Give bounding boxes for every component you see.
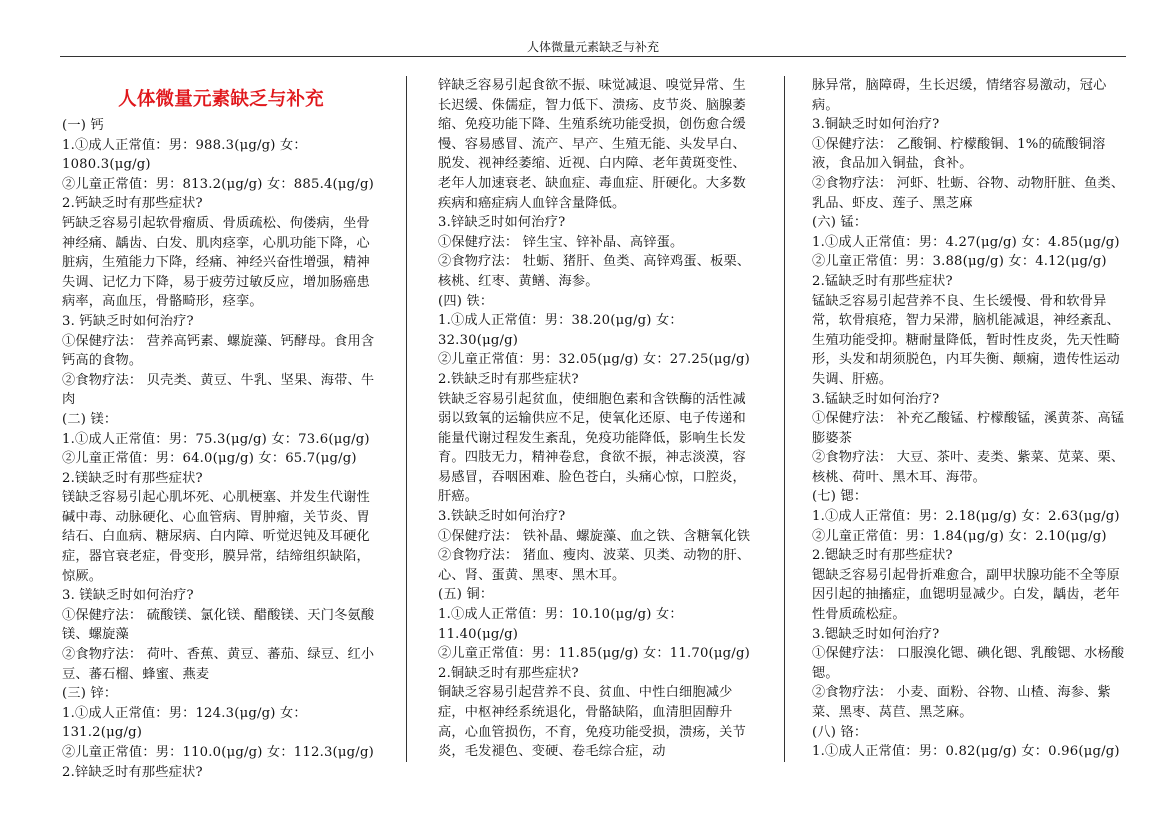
text-line: ①保健疗法： 乙酸铜、柠檬酸铜、1%的硫酸铜溶液，食品加入铜盐，食补。 xyxy=(812,136,1106,172)
text-line: 1.①成人正常值：男：2.18(μg/g) 女：2.63(μg/g) xyxy=(812,509,1120,525)
text-line: 2.铜缺乏时有那些症状? xyxy=(438,665,579,681)
text-line: 1.①成人正常值：男：75.3(μg/g) 女：73.6(μg/g) xyxy=(62,431,370,447)
column-divider xyxy=(406,76,407,762)
text-line: ②儿童正常值：男：32.05(μg/g) 女：27.25(μg/g) xyxy=(438,352,750,368)
page-header: 人体微量元素缺乏与补充 xyxy=(60,38,1126,57)
document-title: 人体微量元素缺乏与补充 xyxy=(118,89,324,110)
text-line: ②儿童正常值：男：1.84(μg/g) 女：2.10(μg/g) xyxy=(812,528,1107,544)
text-line: 3.锌缺乏时如何治疗? xyxy=(438,215,566,231)
text-line: ②儿童正常值：男：64.0(μg/g) 女：65.7(μg/g) xyxy=(62,451,357,467)
text-line: 1.①成人正常值：男：988.3(μg/g) 女：1080.3(μg/g) xyxy=(62,137,307,173)
column-divider xyxy=(784,76,785,762)
text-line: 3.锰缺乏时如何治疗? xyxy=(812,391,940,407)
column-1 xyxy=(62,88,380,778)
text-line: ①保健疗法： 铁补晶、螺旋藻、血之铁、含糖氧化铁 xyxy=(438,528,751,544)
text-line: 镁缺乏容易引起心肌坏死、心肌梗塞、并发生代谢性碱中毒、动脉硬化、心血管病、胃肿瘤，关节炎、胃结石、白血病、糖尿病、白内障、听觉迟钝及耳硬化症，器官衰老症，骨变形，膜异常，结缔组织缺陷，惊厥。 xyxy=(62,490,370,584)
text-line: 1.①成人正常值：男：124.3(μg/g) 女：131.2(μg/g) xyxy=(62,705,307,741)
text-line: 2.钙缺乏时有那些症状? xyxy=(62,196,203,212)
text-line: ①保健疗法： 锌生宝、锌补晶、高锌蛋。 xyxy=(438,234,684,250)
text-line: (二) 镁： xyxy=(62,411,118,427)
text-line: ②食物疗法： 牡蛎、猪肝、鱼类、高锌鸡蛋、板栗、核桃、红枣、黄鳝、海参。 xyxy=(438,254,751,289)
text-line: 3.锶缺乏时如何治疗? xyxy=(812,626,940,642)
text-line: 锰缺乏容易引起营养不良、生长缓慢、骨和软骨异常，软骨痕疮，智力呆滞，脑机能减退，神经紊乱、生殖功能受抑。糖耐量降低，暂时性皮炎，先天性畸形，头发和胡须脱色，内耳失衡、颠痫，遗传性运动失调、肝癌。 xyxy=(812,293,1120,387)
text-line: 2.铁缺乏时有那些症状? xyxy=(438,371,579,387)
text-line: 3. 镁缺乏时如何治疗? xyxy=(62,588,194,604)
text-line: ②儿童正常值：男：3.88(μg/g) 女：4.12(μg/g) xyxy=(812,254,1107,270)
text-line: ①保健疗法： 补充乙酸锰、柠檬酸锰，溪黄茶、高锰膨婆茶 xyxy=(812,411,1125,446)
text-line: ②食物疗法： 小麦、面粉、谷物、山楂、海参、紫菜、黑枣、莴苣、黑芝麻。 xyxy=(812,685,1111,720)
text-line: ①保健疗法： 硫酸镁、氯化镁、醋酸镁、天门冬氨酸镁、螺旋藻 xyxy=(62,607,375,643)
text-line: 2.锶缺乏时有那些症状? xyxy=(812,548,953,564)
text-line: 1.①成人正常值：男：10.10(μg/g) 女：11.40(μg/g) xyxy=(438,607,683,642)
text-line: ②儿童正常值：男：11.85(μg/g) 女：11.70(μg/g) xyxy=(438,646,750,662)
text-line: 钙缺乏容易引起软骨瘤质、骨质疏松、佝偻病，坐骨神经痛、龋齿、白发、肌肉痉挛，心肌功能下降，心脏病，生殖能力下降，经痛、神经兴奋性增强，精神失调、记忆力下降，易于疲劳过敏反应，增加肠癌患病率，高血压，骨骼畸形，痉挛。 xyxy=(62,215,370,310)
text-line: 2.锰缺乏时有那些症状? xyxy=(812,273,953,289)
text-line: ②食物疗法： 大豆、茶叶、麦类、紫菜、苋菜、栗、核桃、荷叶、黑木耳、海带。 xyxy=(812,450,1125,485)
text-line: 脉异常，脑障碍，生长迟缓，情绪容易激动，冠心病。 xyxy=(812,78,1107,113)
text-line: ②食物疗法： 猪血、瘦肉、波菜、贝类、动物的肝、心、肾、蛋黄、黑枣、黑木耳。 xyxy=(438,548,751,583)
text-line: (七) 锶： xyxy=(812,489,868,505)
column-3 xyxy=(812,76,1130,766)
text-line: 3.铁缺乏时如何治疗? xyxy=(438,509,566,525)
text-line: (一) 钙 xyxy=(62,118,104,133)
text-line: 1.①成人正常值：男：0.82(μg/g) 女：0.96(μg/g) xyxy=(812,744,1120,760)
text-line: (三) 锌： xyxy=(62,686,118,702)
text-line: 2.锌缺乏时有那些症状? xyxy=(62,764,203,780)
text-line: ②食物疗法： 河虾、牡蛎、谷物、动物肝脏、鱼类、乳品、虾皮、莲子、黑芝麻 xyxy=(812,175,1125,211)
text-line: ②儿童正常值：男：110.0(μg/g) 女：112.3(μg/g) xyxy=(62,745,374,760)
text-line: (六) 锰： xyxy=(812,215,868,231)
text-line: ②食物疗法： 荷叶、香蕉、黄豆、蕃茄、绿豆、红小豆、蕃石榴、蜂蜜、燕麦 xyxy=(62,647,375,682)
text-line: 2.镁缺乏时有那些症状? xyxy=(62,470,203,486)
text-line: (四) 铁： xyxy=(438,293,494,309)
text-line: 锶缺乏容易引起骨折难愈合，副甲状腺功能不全等原因引起的抽搐症，血锶明显减少。白发，龋齿，老年性骨质疏松症。 xyxy=(812,567,1120,623)
text-line: 1.①成人正常值：男：38.20(μg/g) 女：32.30(μg/g) xyxy=(438,313,683,348)
column-2 xyxy=(438,76,758,766)
text-line: ②食物疗法： 贝壳类、黄豆、牛乳、坚果、海带、牛肉 xyxy=(62,372,375,408)
text-line: (八) 铬： xyxy=(812,724,868,740)
text-line: ①保健疗法： 口服溴化锶、碘化锶、乳酸锶、水杨酸锶。 xyxy=(812,646,1125,681)
text-line: 铁缺乏容易引起贫血，使细胞色素和含铁酶的活性减弱以致氧的运输供应不足，使氧化还原、电子传递和能量代谢过程发生紊乱，免疫功能降低，影响生长发育。四肢无力，精神卷怠，食欲不振，神志淡漠，容易感冒，吞咽困难、脸色苍白，头痛心惊，口腔炎，肝癌。 xyxy=(438,391,746,505)
text-line: 3. 钙缺乏时如何治疗? xyxy=(62,313,194,329)
text-line: 1.①成人正常值：男：4.27(μg/g) 女：4.85(μg/g) xyxy=(812,234,1120,250)
column-1-body xyxy=(62,116,380,782)
text-line: 3.铜缺乏时如何治疗? xyxy=(812,117,940,133)
text-line: ①保健疗法： 营养高钙素、螺旋藻、钙酵母。食用含钙高的食物。 xyxy=(62,333,375,369)
text-line: ②儿童正常值：男：813.2(μg/g) 女：885.4(μg/g) xyxy=(62,176,374,192)
text-line: 铜缺乏容易引起营养不良、贫血、中性白细胞减少症，中枢神经系统退化，骨骼缺陷，血清胆固醇升高，心血管损伤，不育，免疫功能受损，溃疡，关节炎，毛发褪色、变硬、卷毛综合症，动 xyxy=(438,685,746,760)
text-line: (五) 铜： xyxy=(438,587,494,603)
text-line: 锌缺乏容易引起食欲不振、味觉减退、嗅觉异常、生长迟缓、侏儒症，智力低下、溃疡、皮节炎、脑腺萎缩、免疫功能下降、生殖系统功能受损，创伤愈合缓慢、容易感冒、流产、早产、生殖无能、头发早白、脱发、视神经萎缩、近视、白内障、老年黄斑变性、老年人加速衰老、缺血症、毒血症、肝硬化。大多数疾病和癌症病人血锌含量降低。 xyxy=(438,78,746,211)
